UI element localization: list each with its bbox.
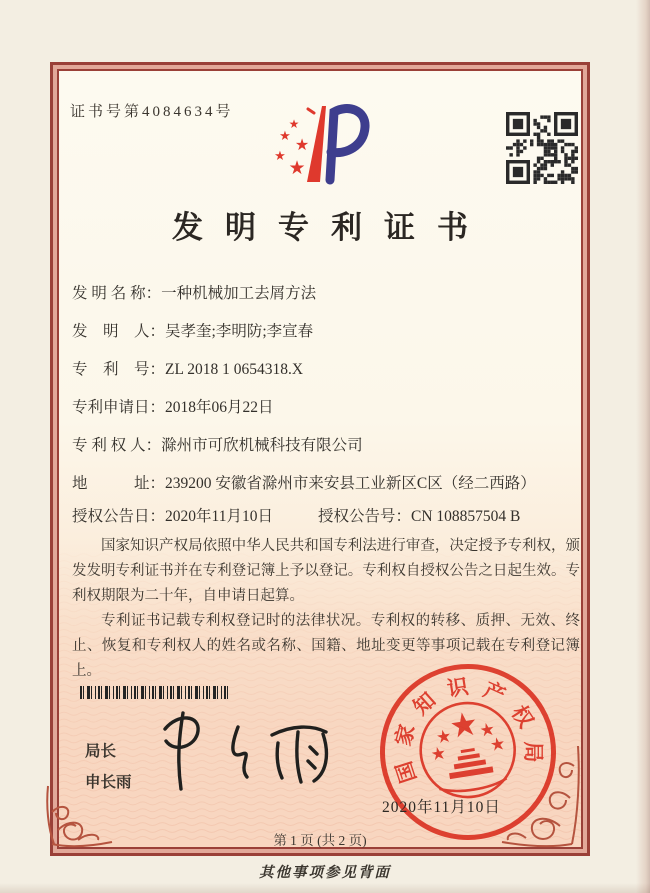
field-label: 发 明 名 称： — [72, 285, 162, 302]
commissioner-name: 申长雨 — [85, 774, 132, 791]
qr-code — [506, 112, 578, 184]
field-value: 吴孝奎;李明防;李宣春 — [165, 323, 314, 340]
seal-text-char: 权 — [506, 701, 539, 732]
certificate-title: 发明专利证书 — [172, 210, 490, 245]
cnipa-logo — [256, 100, 380, 196]
field-label: 授权公告日： — [72, 508, 166, 525]
logo-stars — [274, 117, 309, 179]
field-grant-number — [318, 504, 520, 526]
field-grant-date — [72, 504, 572, 526]
field-value: 2020年11月10日 — [165, 508, 273, 525]
page-number: 第 1 页 (共 2 页) — [273, 833, 367, 848]
svg-text:★: ★ — [274, 149, 286, 164]
field-value: 滁州市可欣机械科技有限公司 — [161, 437, 363, 454]
logo-blue-p — [330, 108, 365, 180]
field-label: 专 利 号： — [72, 361, 166, 378]
field-value: 一种机械加工去屑方法 — [161, 285, 317, 302]
field-label: 地 址： — [72, 475, 166, 492]
field-label: 发 明 人： — [72, 323, 166, 340]
field-patentee — [72, 433, 572, 455]
back-side-note: 其他事项参见背面 — [259, 865, 391, 881]
legal-paragraph-2: 专利证书记载专利权登记时的法律状况。专利权的转移、质押、无效、终止、恢复和专利权人的姓名或名称、国籍、地址变更等事项记载在专利登记簿上。 — [72, 613, 580, 679]
commissioner-title: 局长 — [85, 743, 117, 760]
field-label: 授权公告号： — [318, 508, 412, 525]
field-invention-name — [72, 281, 572, 303]
svg-text:★: ★ — [288, 157, 306, 179]
field-value: 2018年06月22日 — [165, 399, 274, 416]
legal-paragraph-1: 国家知识产权局依照中华人民共和国专利法进行审查，决定授予专利权，颁发发明专利证书并在专利登记簿上予以登记。专利权自授权公告之日起生效。专利权期限为二十年，自申请日起算。 — [72, 538, 580, 604]
field-patent-number — [72, 357, 572, 379]
field-value: CN 108857504 B — [411, 508, 521, 525]
field-address — [72, 471, 572, 493]
certificate-number: 证书号第4084634号 — [70, 104, 234, 120]
seal-text-char: 产 — [479, 677, 509, 708]
official-seal — [367, 651, 568, 852]
issue-date: 2020年11月10日 — [382, 799, 501, 816]
field-application-date — [72, 395, 572, 417]
seal-text-char: 识 — [445, 674, 471, 702]
field-inventors — [72, 319, 572, 341]
field-label: 专利申请日： — [72, 399, 166, 416]
field-value: ZL 2018 1 0654318.X — [165, 361, 304, 378]
svg-text:★: ★ — [288, 117, 300, 131]
seal-text-char: 局 — [521, 741, 545, 763]
barcode — [80, 686, 230, 699]
svg-text:★: ★ — [294, 135, 310, 154]
commissioner-block — [85, 736, 132, 798]
seal-text-char: 国 — [391, 758, 421, 786]
logo-dash — [308, 109, 314, 113]
logo-red-wedge — [307, 106, 326, 182]
seal-text-char: 知 — [408, 687, 441, 720]
seal-text-char: 家 — [390, 721, 420, 749]
svg-text:★: ★ — [279, 129, 291, 144]
field-value: 239200 安徽省滁州市来安县工业新区C区（经二西路） — [165, 475, 536, 492]
commissioner-signature — [150, 703, 345, 801]
field-label: 专 利 权 人： — [72, 437, 162, 454]
